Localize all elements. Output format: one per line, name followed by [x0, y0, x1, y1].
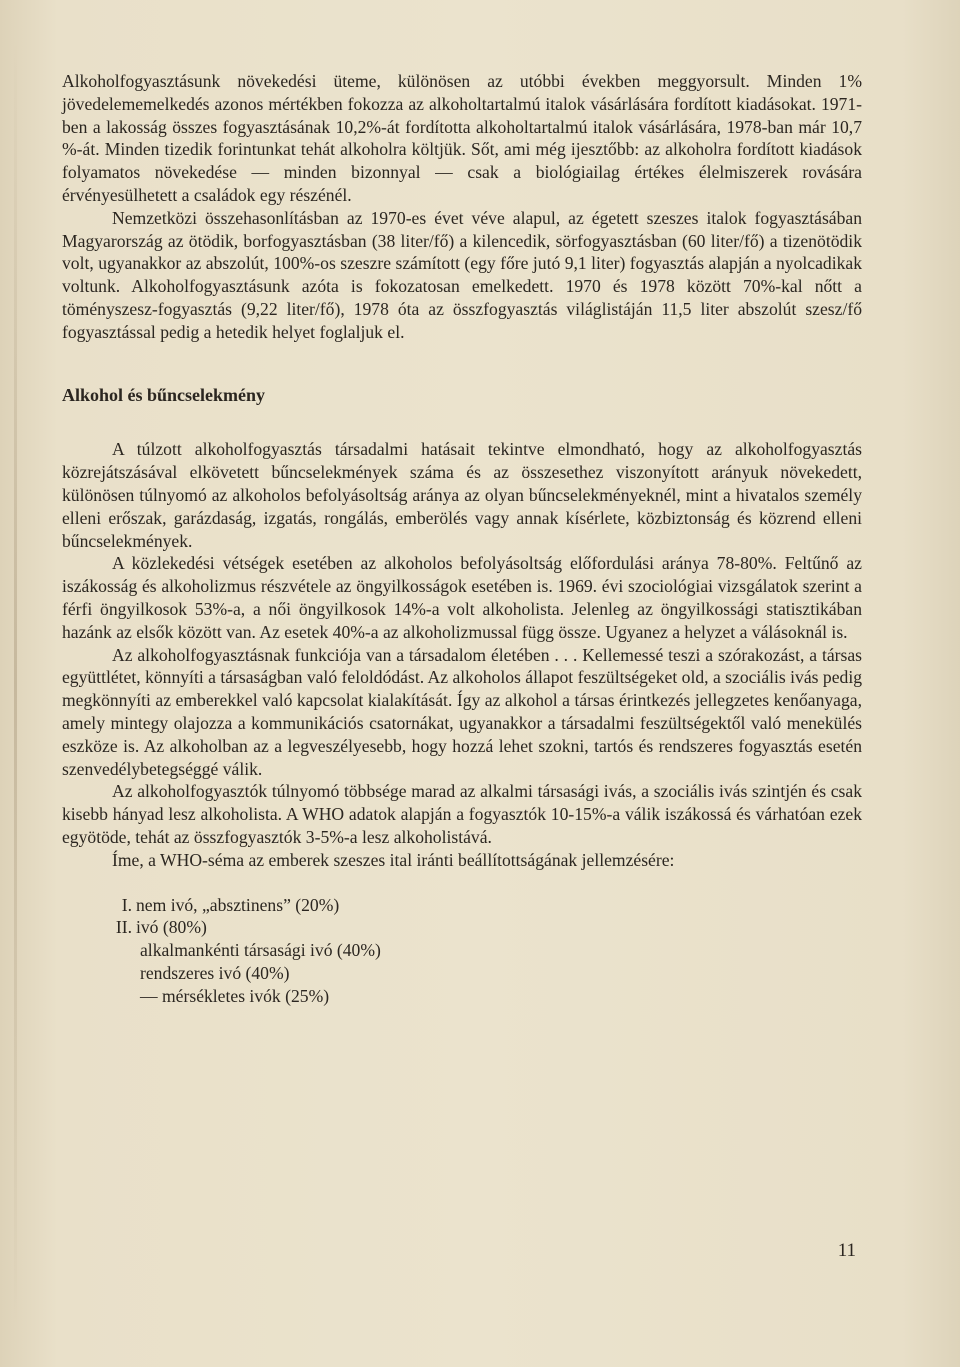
list-item-number: I. [121, 894, 132, 915]
sublist-item: alkalmankénti társasági ivó (40%) [140, 940, 381, 961]
paragraph-consumption-growth: Alkoholfogyasztásunk növekedési üteme, különösen az utóbbi években meggyorsult. Minden 1% jövedelememelkedés azonos mértékben fokozza az alkoholtartalmú italok vásárlására fordított kiadásokat. 1971-ben a lakosság összes fogyasztásának 10,2%-át fordította alkoholtartalmú italok vásárlására, 1978-ban már 10,7 %-át. Minden tizedik forintunkat tehát alkoholra költjük. Sőt, ami még ijesztőbb: az alkoholra fordított kiadások folyamatos növekedése — minden bizonnyal — csak a biológiailag értékes élelmiszerek rovására érvényesülhetett a családok egy részénél. [62, 71, 862, 205]
sublist-item: — mérsékletes ivók (25%) [140, 985, 330, 1006]
list-item-text: ivó (80%) [136, 917, 207, 938]
list-item [62, 916, 862, 939]
page-content [62, 70, 862, 1007]
section-heading: Alkohol és bűncselekmény [62, 384, 266, 405]
paragraph-who-schema-intro: Íme, a WHO-séma az emberek szeszes ital iránti beállítottságának jellemzésére: [112, 849, 675, 870]
list-item [62, 894, 862, 917]
paragraph-social-effects: A túlzott alkoholfogyasztás társadalmi hatásait tekintve elmondható, hogy az alkoholfogyasztás közrejátszásával elkövetett bűncselekmények száma és az összesethez viszonyított arányuk növekedett, különösen túlnyomó az alkoholos befolyásoltság aránya az olyan bűncselekményeknél, mint a hivatalos személy elleni erőszak, garázdaság, izgatás, rongálás, emberölés vagy annak kísérlete, közbiztonság és közrend elleni bűncselekmények. [62, 439, 862, 551]
page-spine-shadow [14, 40, 17, 1327]
paragraph-social-function: Az alkoholfogyasztásnak funkciója van a társadalom életében . . . Kellemessé teszi a szórakozást, a társas együttlétet, könnyíti a társaságban való feloldódást. Az alkoholos állapot feszültségeket old, a szociális ivás pedig megkönnyíti az emberekkel való kapcsolat kialakítását. Így az alkohol a társas érintkezés jellegzetes kenőanyaga, amely mintegy olajozza a kommunikációs csatornákat, ugyanakkor a társadalmi feszültségektől való menekülés eszköze is. Az alkoholban az a legveszélyesebb, hogy hozzá lehet szokni, tartós és rendszeres fogyasztás esetén szenvedélybetegséggé válik. [62, 644, 862, 779]
list-spacer [62, 872, 862, 894]
page-number: 11 [837, 1240, 856, 1261]
sublist-item: rendszeres ivó (40%) [140, 962, 290, 983]
paragraph-traffic-suicide: A közlekedési vétségek esetében az alkoholos befolyásoltság előfordulási aránya 78-80%. Feltűnő az iszákosság és alkoholizmus részvétele az öngyilkosságok esetében is. 1969. évi szociológiai vizsgálatok szerint a férfi öngyilkosok 53%-a, a női öngyilkosok 14%-a volt alkoholista. Jelenleg az öngyilkossági statisztikában hazánk az elsők között van. Az esetek 40%-a az alkoholizmussal függ össze. Ugyanez a helyzet a válásoknál is. [62, 553, 862, 642]
list-item-text: nem ivó, „absztinens” (20%) [136, 894, 340, 915]
paragraph-international-comparison: Nemzetközi összehasonlításban az 1970-es évet véve alapul, az égetett szeszes italok fogyasztásában Magyarország az ötödik, borfogyasztásban (38 liter/fő) a kilencedik, sörfogyasztásban (60 liter/fő) a tizenötödik volt, ugyanakkor az abszolút, 100%-os szeszre számított (egy főre jutó 9,1 liter) fogyasztás alapján a nyolcadikak voltunk. Alkoholfogyasztásunk azóta is fokozatosan emelkedett. 1970 és 1978 között 70%-kal nőtt a töményszesz-fogyasztás (9,22 liter/fő), 1978 óta az összfogyasztás világlistáján 11,5 liter abszolút szesz/fő fogyasztással pedig a hetedik helyet foglaljuk el. [62, 207, 862, 342]
list-item-number: II. [115, 917, 132, 938]
who-schema-list [62, 894, 862, 1008]
paragraph-who-data: Az alkoholfogyasztók túlnyomó többsége marad az alkalmi társasági ivás, a szociális ivás szintjén és csak kisebb hányad lesz alkoholista. A WHO adatok alapján a fogyasztók 10-15%-a válik iszákossá és várhatóan ezek egyötöde, tehát az összfogyasztók 3-5%-a lesz alkoholistává. [62, 781, 862, 847]
